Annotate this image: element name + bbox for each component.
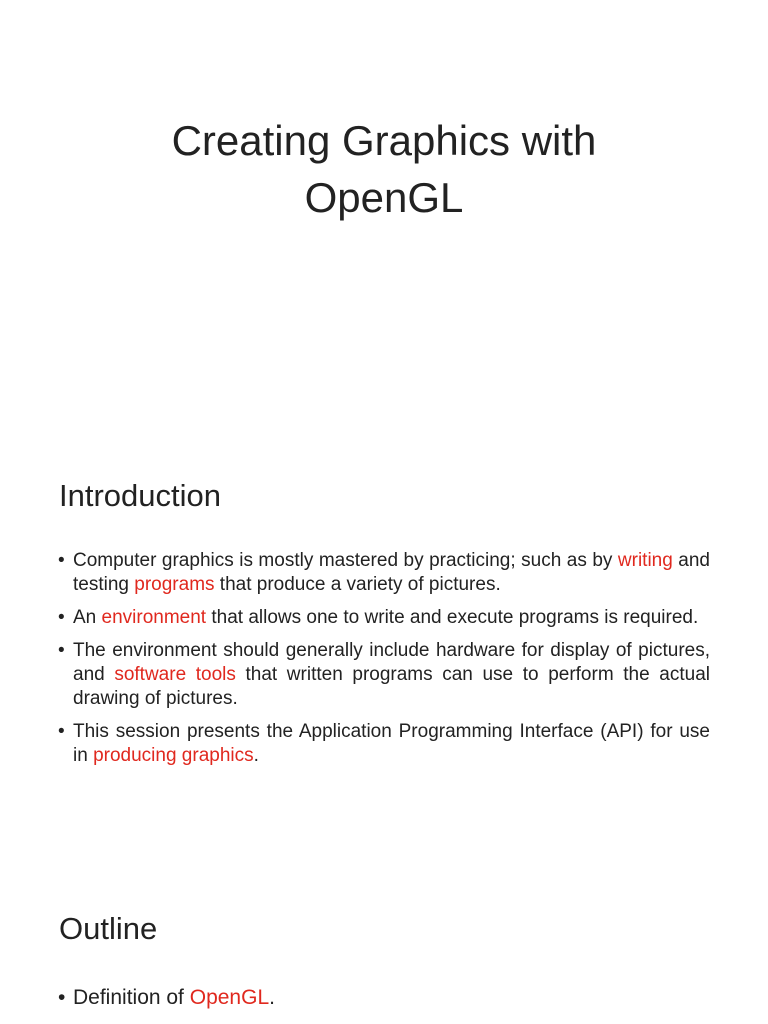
introduction-bullet-3 <box>58 639 710 711</box>
highlighted-term-software-tools: software tools <box>114 664 236 685</box>
bullet-text-segment: and testing <box>73 550 710 595</box>
introduction-heading: Introduction <box>59 478 221 513</box>
bullet-text-segment: An <box>73 607 102 628</box>
bullet-icon: • <box>58 640 65 661</box>
outline-bullet-list <box>58 984 710 1020</box>
highlighted-term-environment: environment <box>101 607 207 628</box>
slide-title-line-2: OpenGL <box>304 174 464 221</box>
bullet-text-segment: Computer graphics is mostly mastered by practicing; such as by <box>73 550 618 571</box>
bullet-icon: • <box>58 607 65 628</box>
highlighted-term-opengl: OpenGL <box>189 986 270 1009</box>
bullet-text-segment: that written programs can use to perform the actual drawing of pictures. <box>73 664 710 709</box>
bullet-icon: • <box>58 550 65 571</box>
bullet-text-segment: that allows one to write and execute programs is required. <box>206 607 699 628</box>
introduction-bullet-list <box>58 549 710 777</box>
bullet-text-segment: Definition of <box>73 986 190 1009</box>
bullet-text-segment: This session presents the Application Programming Interface (API) for use in <box>73 721 710 766</box>
bullet-text-segment: that produce a variety of pictures. <box>214 574 501 595</box>
bullet-text-segment: . <box>269 986 275 1009</box>
bullet-icon: • <box>58 721 65 742</box>
bullet-text-segment: The environment should generally include hardware for display of pictures, and <box>73 640 710 685</box>
introduction-bullet-1 <box>58 549 710 597</box>
slide-title <box>0 112 768 226</box>
introduction-bullet-4 <box>58 720 710 768</box>
introduction-bullet-2 <box>58 606 710 630</box>
highlighted-term-writing: writing <box>617 550 673 571</box>
outline-bullet-1 <box>58 984 710 1011</box>
bullet-text-segment: . <box>253 745 259 766</box>
highlighted-term-producing-graphics: producing graphics <box>93 745 254 766</box>
bullet-icon: • <box>58 986 66 1009</box>
outline-heading: Outline <box>59 911 158 946</box>
slide-title-line-1: Creating Graphics with <box>171 117 597 164</box>
highlighted-term-programs: programs <box>134 574 215 595</box>
